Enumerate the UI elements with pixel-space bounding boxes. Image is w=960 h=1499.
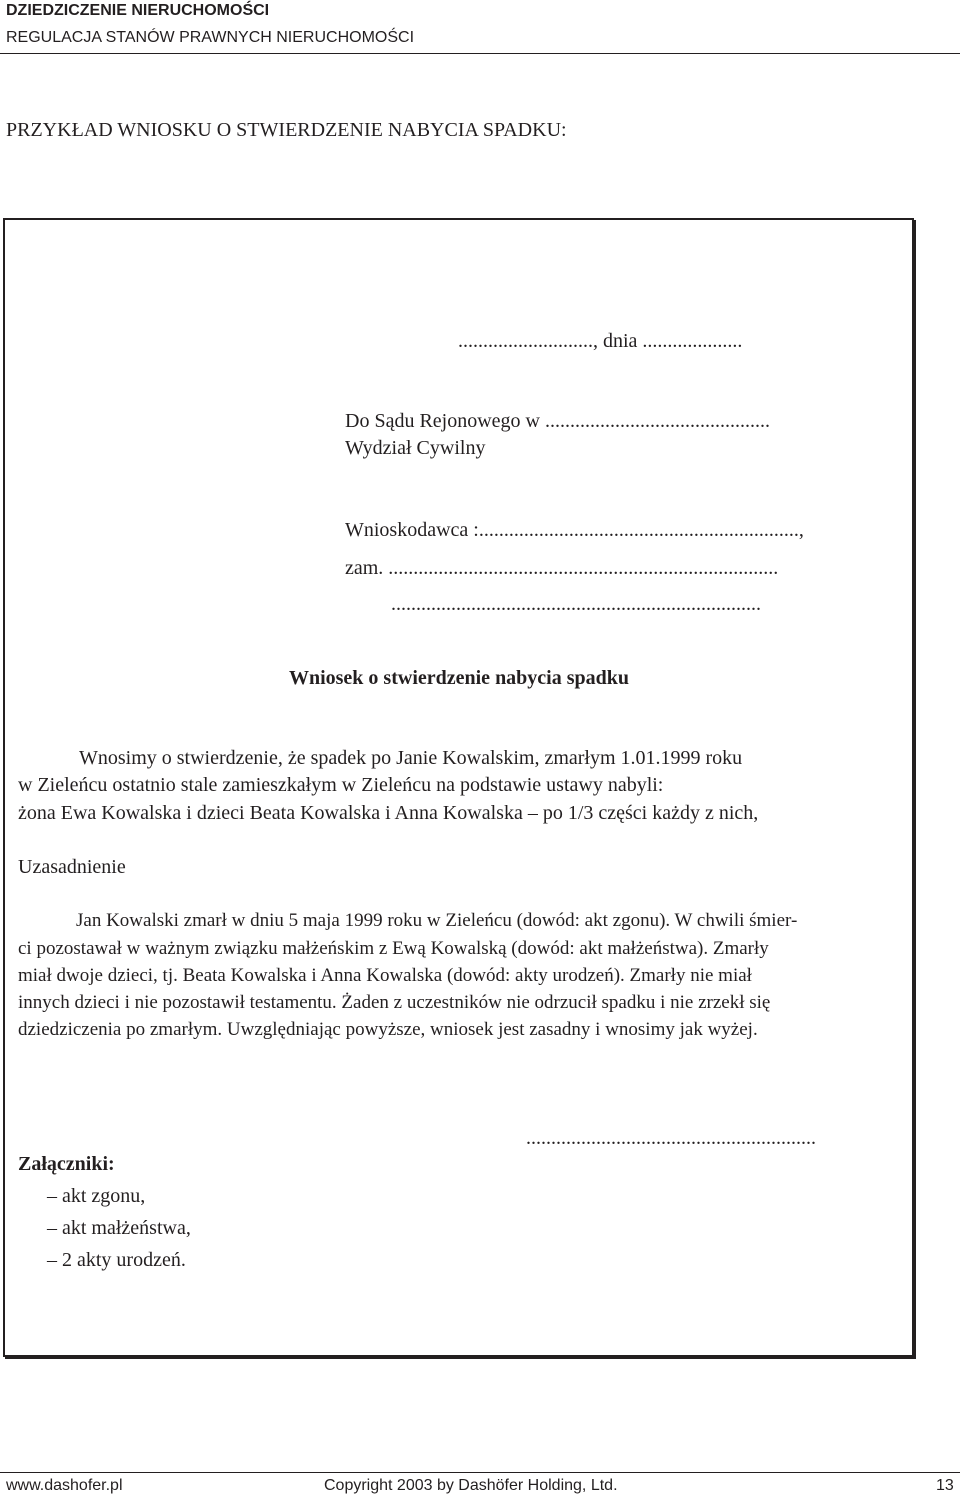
motion-title: Wniosek o stwierdzenie nabycia spadku — [288, 667, 630, 689]
applicant-address-line-1: zam. .............................................................................. — [345, 557, 779, 579]
date-field-line: ..........................., dnia .................... — [458, 330, 743, 352]
header-title: DZIEDZICZENIE NIERUCHOMOŚCI — [6, 2, 270, 19]
page-number: 13 — [936, 1477, 954, 1494]
justification-text-line: dziedziczenia po zmarłym. Uwzględniając powyższe, wniosek jest zasadny i wnosimy jak wyżej. — [18, 1019, 758, 1040]
justification-text-line: miał dwoje dzieci, tj. Beata Kowalska i Anna Kowalska (dowód: akty urodzeń). Zmarły nie miał — [18, 965, 752, 986]
request-text-line: w Zieleńcu ostatnio stale zamieszkałym w Zieleńcu na podstawie ustawy nabyli: — [18, 774, 664, 796]
footer-divider — [0, 1472, 960, 1473]
attachment-item: – akt zgonu, — [47, 1185, 146, 1207]
document-heading: PRZYKŁAD WNIOSKU O STWIERDZENIE NABYCIA SPADKU: — [6, 119, 567, 141]
court-address-line: Do Sądu Rejonowego w ............................................. — [345, 410, 770, 432]
court-department: Wydział Cywilny — [345, 437, 486, 459]
request-text-line: żona Ewa Kowalska i dzieci Beata Kowalska i Anna Kowalska – po 1/3 części każdy z nich, — [18, 802, 759, 824]
request-text-line: Wnosimy o stwierdzenie, że spadek po Janie Kowalskim, zmarłym 1.01.1999 roku — [79, 747, 743, 769]
footer-website: www.dashofer.pl — [6, 1477, 123, 1494]
justification-text-line: ci pozostawał w ważnym związku małżeńskim z Ewą Kowalską (dowód: akt małżeństwa). Zmarły — [18, 938, 769, 959]
footer-copyright: Copyright 2003 by Dashöfer Holding, Ltd. — [324, 1477, 618, 1494]
attachment-item: – 2 akty urodzeń. — [47, 1249, 186, 1271]
attachment-item: – akt małżeństwa, — [47, 1217, 191, 1239]
justification-heading: Uzasadnienie — [18, 856, 126, 878]
applicant-address-line-2: .......................................................................... — [391, 593, 761, 615]
applicant-line: Wnioskodawca :................................................................, — [345, 519, 804, 541]
header-subtitle: REGULACJA STANÓW PRAWNYCH NIERUCHOMOŚCI — [6, 29, 415, 46]
header-divider — [0, 53, 960, 54]
justification-text-line: innych dzieci i nie pozostawił testamentu. Żaden z uczestników nie odrzucił spadku i nie zrzekł się — [18, 992, 771, 1013]
justification-text-line: Jan Kowalski zmarł w dniu 5 maja 1999 roku w Zieleńcu (dowód: akt zgonu). W chwili śmier- — [76, 910, 798, 931]
attachments-heading: Załączniki: — [18, 1153, 115, 1175]
signature-line: .......................................................... — [526, 1127, 816, 1149]
